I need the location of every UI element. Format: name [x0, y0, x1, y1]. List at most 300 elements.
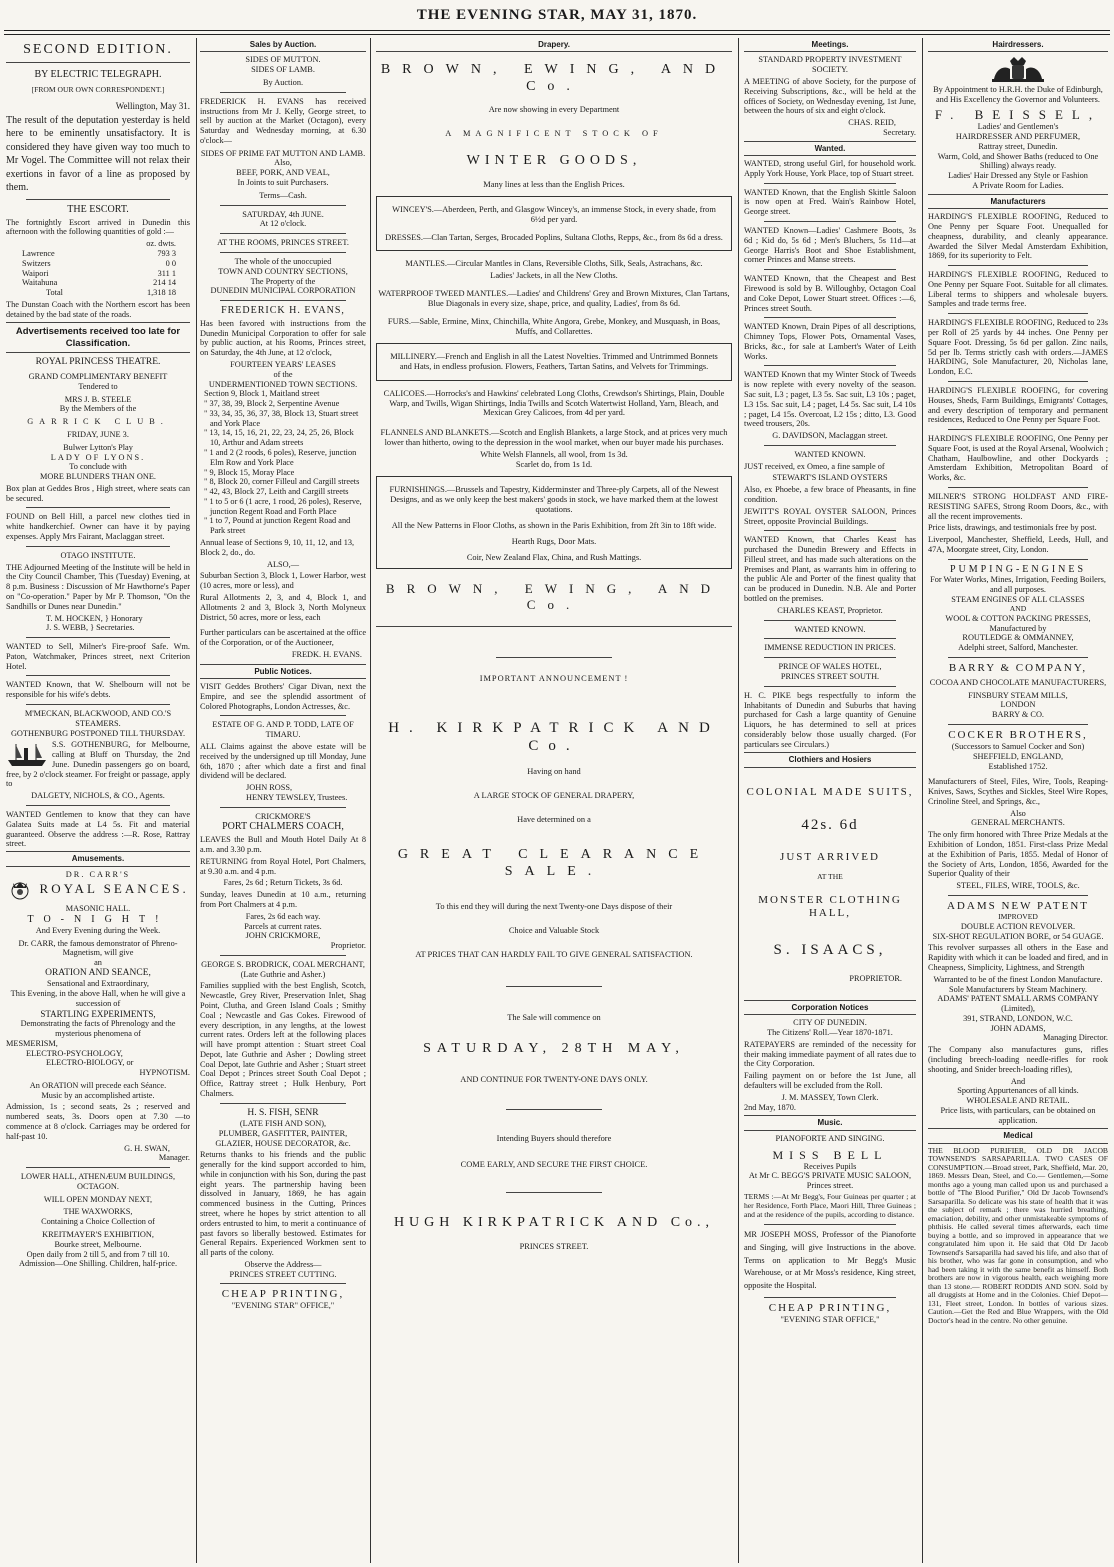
waxworks: THE WAXWORKS,: [63, 1207, 133, 1217]
millinery-box: [376, 343, 732, 381]
trustees-label: Trustees.: [317, 792, 348, 802]
divider: [948, 724, 1088, 725]
hairdressers-heading: Hairdressers.: [928, 38, 1108, 52]
reduction: IMMENSE REDUCTION IN PRICES.: [764, 643, 896, 653]
wanted-heading: Wanted.: [744, 141, 916, 156]
divider: [764, 686, 896, 687]
established: Established 1752.: [988, 761, 1048, 771]
music-note: Music by an accomplished artiste.: [41, 1090, 155, 1100]
determined: Have determined on a: [517, 815, 591, 825]
at-the: AT THE: [817, 872, 843, 882]
prime-mutton: SIDES OF PRIME FAT MUTTON AND LAMB.: [200, 148, 366, 158]
leaves: LEAVES the Bull and Mouth Hotel Daily At 8 a.m. and 3.30 p.m.: [200, 835, 366, 855]
bell: MISS BELL: [772, 1147, 888, 1162]
pike: H. C. PIKE begs respectfully to inform the Inhabitants of Dunedin and Suburbs that having purchased for Cash a large quantity of Genuine Liquors, he has determined to sell at prices considerably below those usually charged. (For particulars see Circulars.): [744, 690, 916, 749]
cocker-also: Also: [1010, 808, 1026, 818]
bulwer: Bulwer Lytton's Play: [63, 442, 133, 452]
continue: AND CONTINUE FOR TWENTY-ONE DAYS ONLY.: [460, 1075, 648, 1085]
escort-oz: 311: [157, 268, 170, 278]
cheap-printing: CHEAP PRINTING,: [221, 1288, 345, 1301]
star-office: "EVENING STAR" OFFICE,": [231, 1301, 335, 1311]
column-divider: [196, 38, 197, 1563]
beggs: At Mr C. BEGG'S PRIVATE MUSIC SALOON, Princes street.: [748, 1171, 912, 1191]
otago-title: OTAGO INSTITUTE.: [60, 550, 136, 560]
furnishings: FURNISHINGS.—Brussels and Tapestry, Kidderminster and Three-ply Carpets, all of the Newest Designs, and as we only keep the best makers' goods in stock, we have marked them at the lowest quotations.: [389, 485, 719, 514]
jewitt: JEWITT'S ROYAL OYSTER SALOON, Princes Street, opposite Provincial Buildings.: [744, 506, 916, 526]
reid: CHAS. REID,: [848, 118, 896, 128]
isaacs: S. ISAACS,: [773, 942, 887, 959]
come-early: COME EARLY, AND SECURE THE FIRST CHOICE.: [460, 1160, 648, 1170]
monster: MONSTER CLOTHING HALL,: [758, 894, 902, 920]
section-item: " 13, 14, 15, 16, 21, 22, 23, 24, 25, 26, Block 10, Arthur and Adam streets: [204, 428, 354, 448]
crickmore-heading: CRICKMORE'S: [255, 811, 311, 821]
annual-lease: Annual lease of Sections 9, 10, 11, 12, and 13, Block 2, do., do.: [200, 538, 355, 557]
divider: [948, 429, 1088, 430]
divider: [376, 626, 732, 627]
divider: [220, 807, 346, 808]
divider: [6, 322, 190, 323]
managing: Managing Director.: [1043, 1033, 1108, 1043]
suburban: Suburban Section 3, Block 1, Lower Harbor, west (10 acres, more or less), and: [200, 571, 366, 591]
this-evening: This Evening, in the above Hall, when he will give a succession of: [10, 989, 186, 1008]
choice-stock: Choice and Valuable Stock: [508, 926, 600, 936]
pc-coach: PORT CHALMERS COACH,: [222, 821, 344, 833]
sides-lamb: SIDES OF LAMB.: [251, 65, 315, 75]
divider: [506, 1109, 602, 1110]
divider: [764, 221, 896, 222]
pumping: PUMPING-ENGINES: [949, 563, 1087, 575]
carr: DR. CARR'S: [65, 869, 131, 879]
divider: [764, 317, 896, 318]
swan: G. H. SWAN,: [124, 1143, 170, 1153]
box-plan: Box plan at Geddes Bros , High street, where seats can be secured.: [6, 483, 190, 503]
benefit: GRAND COMPLIMENTARY BENEFIT: [28, 372, 168, 382]
cocker: COCKER BROTHERS,: [948, 728, 1088, 741]
cocker-prize: The only firm honored with Three Prize Medals at the Exhibition of London, 1851. First-class Prize Medal at the Exhibition of Paris, 1855. Medal of Honor of the Society of Arts, London, 1856, Awarded for the Superior Quality of their: [928, 830, 1108, 879]
city: CITY OF DUNEDIN.: [793, 1018, 867, 1028]
beef: BEEF, PORK, AND VEAL,: [236, 168, 330, 178]
escort-dwts: 3: [171, 249, 176, 259]
coir: Coir, New Zealand Flax, China, and Rush Mattings.: [466, 552, 642, 562]
ship-notice: [6, 740, 190, 789]
pumping-2: For Water Works, Mines, Irrigation, Feeding Boilers, and all purposes.: [930, 575, 1106, 595]
divider: [764, 1224, 896, 1225]
improved: IMPROVED: [998, 911, 1038, 921]
lower-hall: LOWER HALL, ATHENÆUM BUILDINGS, OCTAGON.: [20, 1172, 176, 1191]
clearance: GREAT CLEARANCE SALE.: [397, 847, 711, 879]
colonial-suits: COLONIAL MADE SUITS,: [746, 785, 914, 798]
section-item: " 37, 38, 39, Block 2, Serpentine Avenue: [204, 399, 340, 409]
fish-late: (LATE FISH AND SON),: [239, 1118, 327, 1128]
calicoes: CALICOES.—Horrocks's and Hawkins' celebrated Long Cloths, Crewdson's Shirtings, Plain, Double Warp, and Twills, Wigan Shirtings, India Twills and Scotch Watertwist Holland, Yarn, Bleach, and Mexican Grey Calicoes, from 4d per yard.: [383, 388, 725, 418]
escort-dwts: 14: [167, 278, 176, 288]
divider: [26, 507, 170, 508]
divider: [220, 955, 346, 956]
ratepayers: RATEPAYERS are reminded of the necessity for their making immediate payment of all rates due to the City Corporation.: [744, 1039, 916, 1069]
divider: [6, 62, 190, 63]
section-item: " 1 to 5 or 6 (1 acre, 1 rood, 26 poles), Reserve, junction Regent Road and Forth Place: [204, 496, 362, 516]
section-item: Section 9, Block 1, Maitland street: [204, 389, 320, 399]
escort-dwts: 1: [171, 268, 176, 278]
prices: AT PRICES THAT CAN HARDLY FAIL TO GIVE GENERAL SATISFACTION.: [415, 949, 693, 959]
failing: Failing payment on or before the 1st June, all defaulters will be excluded from the Roll.: [744, 1071, 916, 1090]
winter-goods: WINTER GOODS,: [466, 153, 642, 169]
precede: An ORATION will precede each Séance.: [29, 1080, 167, 1090]
divider: [26, 199, 170, 200]
harding-3: HARDING'S FLEXIBLE ROOFING, Reduced to 23s per Roll of 25 yards by 44 inches. One Penny per Square Foot. Dressing, 5s 6d per gallon. Zinc nails, 5d per lb. Terms strictly cash with orders.—JAMES HARDING, Sole Manufacturer, 20, Nicholas lane, London, E.C.: [928, 318, 1108, 377]
rattray: Rattray street, Dunedin.: [978, 141, 1058, 151]
escort-row: [22, 278, 176, 288]
harding-5: HARDING'S FLEXIBLE ROOFING, One Penny per Square Foot, is used at the Royal Arsenal, Woolwich ; Chatham, Haulbowline, and other Dockyards ; Amsterdam Exhibition, Metropolitan Board of Works, &c.: [928, 434, 1108, 483]
escort-place: Lawrence: [22, 249, 55, 259]
isaacs-title: PROPRIETOR.: [849, 974, 902, 984]
sheffield: SHEFFIELD, ENGLAND,: [972, 751, 1064, 761]
prince-of-wales: PRINCE OF WALES HOTEL,: [778, 662, 882, 672]
bell-terms: TERMS :—At Mr Begg's, Four Guineas per quarter ; at her Residence, Forth Place, Maori Hill, Three Guineas ; and at the residence of the pupils, according to distance.: [744, 1192, 916, 1219]
sunday: Sunday, leaves Dunedin at 10 a.m., returning from Port Chalmers at 4 p.m.: [200, 890, 366, 909]
every-evening: And Every Evening during the Week.: [35, 925, 161, 935]
divider: [506, 986, 602, 987]
royal-crest-icon: [7, 879, 33, 901]
suit-price: 42s. 6d: [801, 816, 859, 833]
by-members: By the Members of the: [59, 404, 137, 414]
divider: [220, 300, 346, 301]
oration: ORATION AND SEANCE,: [45, 968, 151, 979]
massey-date: 2nd May, 1870.: [744, 1102, 797, 1112]
milners: MILNER'S STRONG HOLDFAST AND FIRE-RESISTING SAFES, Strong Room Doors, &c., with all the recent improvements.: [928, 491, 1108, 521]
divider: [220, 715, 346, 716]
cocker-goods: STEEL, FILES, WIRE, TOOLS, &c.: [956, 881, 1080, 891]
flannels: FLANNELS AND BLANKETS.—Scotch and English Blankets, a large Stock, and at prices very much lower than hitherto, owing to the depression in the wool market, when our buyer made his purchases.: [380, 428, 728, 448]
and: AND: [1009, 603, 1027, 613]
divider: [220, 1283, 346, 1284]
an: an: [94, 958, 102, 968]
harding-2: HARDING'S FLEXIBLE ROOFING, Reduced to One Penny per Square Foot. Suitable for all climates. Liberal terms to shippers and wholesale buyers. Samples and trade terms free.: [928, 270, 1108, 309]
fish-body: Returns thanks to his friends and the public generally for the kind support accorded to him, while in conjunction with his Son, during the past eight years. The partnership having been dissolved in January, 1869, he has again commenced business in the Cutting, Princes street, where he hopes by strict attention to all orders entrusted to him, to merit a continuance of past favors so liberally bestowed. Estimates for General Repairs. Experienced Workmen sent to all parts of the colony.: [200, 1150, 366, 1258]
sale-date: SATURDAY, 28TH MAY,: [423, 1040, 685, 1056]
galatea-notice: WANTED Gentlemen to know that they can have Galatea Suits made at L4 5s. Fit and material guaranteed. Observe the address :—R. Rose, Rattray street.: [6, 810, 190, 849]
electro-biology: ELECTRO-BIOLOGY, or: [46, 1058, 134, 1068]
of-the: of the: [273, 369, 293, 379]
pianoforte: PIANOFORTE AND SINGING.: [775, 1133, 885, 1143]
divider: [764, 183, 896, 184]
corporation: DUNEDIN MUNICIPAL CORPORATION: [210, 286, 356, 296]
divider: [220, 205, 346, 206]
milner-notice: WANTED to Sell, Milner's Fire-proof Safe. Wm. Paton, Watchmaker, Princes street, next Criterion Hotel.: [6, 642, 190, 671]
barry: BARRY & COMPANY,: [948, 661, 1088, 674]
demonstrating: Demonstrating the facts of Phrenology and the mysterious phenomena of: [20, 1019, 176, 1038]
evans-notice-1: FREDERICK H. EVANS has received instructions from Mr J. Kelly, George street, to sell by auction at the Market (Octagon), every Saturday and Wednesday morning, at 6.30 o'clock—: [200, 96, 366, 145]
column-divider: [922, 38, 923, 1563]
divider: [764, 365, 896, 366]
royal-arms-icon: [986, 55, 1050, 85]
otago-sig-1: T. M. HOCKEN, } Honorary: [46, 613, 143, 623]
baths: Warm, Cold, and Shower Baths (reduced to One Shilling) always ready.: [937, 151, 1099, 171]
claims: ALL Claims against the above estate will be received by the undersigned up till Monday, June 6th, 1870 ; after which date a first and final dividend will be declared.: [200, 741, 366, 781]
winceys: WINCEY'S.—Aberdeen, Perth, and Glasgow Wincey's, an immense Stock, in every shade, from 6½d per yard.: [392, 204, 716, 224]
and-2: And: [1010, 1076, 1026, 1086]
kreitmayer: KREITMAYER'S EXHIBITION,: [42, 1230, 154, 1240]
just-arrived: JUST ARRIVED: [780, 850, 880, 863]
open-daily: Open daily from 2 till 5, and from 7 till 10.: [26, 1249, 170, 1259]
column-divider: [738, 38, 739, 1563]
correspondent-line: [FROM OUR OWN CORRESPONDENT.]: [31, 85, 165, 95]
escort-row: [22, 269, 176, 279]
escort-total: [6, 288, 190, 298]
divider: [948, 381, 1088, 382]
barry-signature: BARRY & CO.: [991, 710, 1045, 720]
news-story: The result of the deputation yesterday is held here to be eminently unsatisfactory. It is considered they have given way too much to Mr Vogel. The Committee will not relax their exertions in favor of a line as proposed by them.: [6, 114, 190, 194]
divider: [496, 657, 612, 658]
wanted-2: WANTED Known, that the English Skittle Saloon is now open at Fred. Wain's Rainbow Hotel, George street.: [744, 187, 916, 217]
notices-heading: Public Notices.: [200, 664, 366, 679]
manufacturers-heading: Manufacturers: [928, 194, 1108, 209]
masthead: THE EVENING STAR, MAY 31, 1870.: [416, 7, 698, 23]
mantles: MANTLES.—Circular Mantles in Clans, Reversible Cloths, Silk, Seals, Astrachans, &c.: [405, 259, 703, 269]
john-adams: JOHN ADAMS,: [990, 1023, 1046, 1033]
divider: [764, 269, 896, 270]
showing: Are now showing in every Department: [488, 105, 620, 115]
kirkpatrick: H. KIRKPATRICK AND Co.: [388, 720, 720, 754]
divider: [220, 1103, 346, 1104]
private-room: A Private Room for Ladies.: [972, 181, 1064, 191]
sections-list: [200, 389, 366, 536]
hairdresser: HAIRDRESSER AND PERFUMER,: [955, 132, 1081, 142]
theatre-name: ROYAL PRINCESS THEATRE.: [35, 356, 161, 367]
cocker-body: Manufacturers of Steel, Files, Wire, Tools, Reaping-Knives, Saws, Scythes and Sickles, Steel Wire Ropes, Crinoline Steel, and Springs, &c.,: [928, 777, 1108, 806]
wanted-5: WANTED Known, Drain Pipes of all descriptions, Chimney Tops, Flower Pots, Ornamental Vases, Bricks, &c., for sale at Lambert's Water of Leith Works.: [744, 322, 916, 361]
section-item: " 33, 34, 35, 36, 37, 38, Block 13, Stuart street and York Place: [204, 408, 359, 428]
escort-place: Switzers: [22, 258, 51, 268]
masonic: MASONIC HALL.: [65, 904, 131, 914]
ladies-hair: Ladies' Hair Dressed any Style or Fashion: [948, 171, 1088, 181]
escort-oz: 0: [165, 258, 170, 268]
steam: STEAM ENGINES OF ALL CLASSES: [951, 595, 1085, 605]
six-shot: SIX-SHOT REGULATION BORE, or 54 GUAGE.: [932, 931, 1104, 941]
important: IMPORTANT ANNOUNCEMENT !: [479, 674, 629, 684]
admission: Admission, 1s ; second seats, 2s ; reserved and numbered seats, 3s. Doors open at 7.30 —to commence at 8 o'clock. Carriages may be ordered for half-past 10.: [6, 1102, 190, 1141]
also: Also,: [274, 158, 292, 168]
column-1: [6, 38, 190, 1563]
tendered: Tendered to: [78, 381, 118, 391]
escort-place: Waitahuna: [22, 278, 58, 288]
millinery: MILLINERY.—French and English in all the Latest Novelties. Trimmed and Untrimmed Bonnets and Hats, in endless profusion. Flowers, Feathers, Tartan Satins, and Velvets for Trimmings.: [390, 351, 718, 371]
standard: STANDARD PROPERTY INVESTMENT SOCIETY.: [758, 55, 902, 75]
edition-title: SECOND EDITION.: [23, 42, 173, 57]
keast: WANTED Known, that Charles Keast has purchased the Dunedin Brewery and Effects in Filleul street, and has made such alterations on the Premises and Plant, as warrants him in offering to the public Ale and Porter of the finest quality that can be produced in Dunedin. N.B. Ale and Porter bottled on the premises.: [744, 535, 916, 604]
having: Having on hand: [527, 767, 581, 777]
divider: [948, 895, 1088, 896]
meetings-heading: Meetings.: [744, 38, 916, 52]
divider: [26, 675, 170, 676]
seances-label: ROYAL SEANCES.: [39, 881, 189, 897]
divider: [764, 530, 896, 531]
escort-table: [6, 249, 190, 288]
divider: [26, 637, 170, 638]
admission-2: Admission—One Shilling. Children, half-price.: [18, 1259, 178, 1269]
will-open: WILL OPEN MONDAY NEXT,: [43, 1194, 153, 1204]
commence: The Sale will commence on: [507, 1012, 601, 1022]
estate-title: ESTATE OF G. AND P. TODD, LATE OF TIMARU.: [212, 720, 354, 740]
cheap-printing-2: CHEAP PRINTING,: [768, 1302, 892, 1315]
adams-company: ADAMS' PATENT SMALL ARMS COMPANY: [937, 994, 1099, 1004]
ladies-jackets: Ladies' Jackets, in all the New Cloths.: [490, 271, 618, 281]
fish-title: H. S. FISH, SENR: [247, 1107, 319, 1118]
scarlet: Scarlet do, from 1s 1d.: [515, 460, 593, 470]
conclude: To conclude with: [69, 462, 127, 472]
parcels: Parcels at current rates.: [244, 921, 322, 931]
at-12: At 12 o'clock.: [259, 219, 307, 229]
waterproof: WATERPROOF TWEED MANTLES.—Ladies' and Childrens' Grey and Brown Mixtures, Clan Tartans, Blue Diagonals in every size, shape, price, and quality, Ladies', from 8s 6d.: [378, 289, 730, 309]
london: LONDON: [1000, 700, 1036, 710]
many-lines: Many lines at less than the English Prices.: [483, 179, 625, 189]
fares-2: Fares, 2s 6d each way.: [245, 911, 321, 921]
column-divider: [370, 38, 371, 1563]
divider: [220, 233, 346, 234]
revolver: DOUBLE ACTION REVOLVER.: [960, 921, 1076, 931]
divider: [506, 1192, 602, 1193]
escort-total-oz: 1,318: [146, 288, 166, 298]
cutting: PRINCES STREET CUTTING.: [229, 1269, 337, 1279]
sporting: Sporting Appurtenances of all kinds.: [957, 1086, 1079, 1096]
steele: MRS J. B. STEELE: [64, 394, 132, 404]
star-office-2: "EVENING STAR OFFICE,": [780, 1315, 880, 1325]
wanted-6: WANTED Known that my Winter Stock of Tweeds is now replete with every novelty of the season. Sac suit, L3 ; paget, L3 5s. Sac suit, L3 10s ; paget, L3 15s. Sac suit, L4 ; paget, L4 5s. Sac suit, L4 10s ; paget, L4 15s. Overcoat, L2 15s ; ditto, L3. Good tweed trousers, 20s.: [744, 370, 916, 429]
milners-2: Price lists, drawings, and testimonials free by post.: [928, 523, 1097, 533]
general-merchants: GENERAL MERCHANTS.: [971, 818, 1065, 828]
massey: J. M. MASSEY, Town Clerk.: [781, 1092, 879, 1102]
divider: [948, 657, 1088, 658]
routledge: ROUTLEDGE & OMMANNEY,: [962, 633, 1074, 643]
meeting: A MEETING of above Society, for the purpose of Receiving Subscriptions, &c., will be held at the offices of Society, on Wednesday evening, 1st June, between the hours of six and eight o'clock.: [744, 77, 916, 116]
ss-notice: S.S. GOTHENBURG, for Melbourne, calling at Bluff on Thursday, the 2nd June. Dunedin passengers go on board, free, by 2 o'clock steamer. For freight or passage, apply to: [6, 740, 190, 789]
white-welsh: White Welsh Flannels, all wool, from 1s 3d.: [480, 450, 628, 460]
lyons: LADY OF LYONS.: [50, 452, 146, 462]
divider: [764, 638, 896, 639]
escort-intro: The fortnightly Escort arrived in Dunedin this afternoon with the following quantities of gold :—: [6, 217, 190, 237]
evans-signature: FREDK. H. EVANS.: [291, 649, 362, 659]
rural: Rural Allotments 2, 3, and 4, Block 1, and Allotments 2 and 3, Block 3, North Molyneux District, 50 acres, more or less, each: [200, 592, 366, 622]
whole: The whole of the unoccupied: [234, 256, 332, 266]
wholesale: WHOLESALE AND RETAIL.: [966, 1096, 1070, 1106]
terms: Terms—Cash.: [259, 190, 307, 200]
warranted: Warranted to be of the finest London Manufacture.: [933, 974, 1103, 984]
section-item: " 42, 43, Block 27, Leith and Cargill streets: [204, 487, 349, 497]
clothiers-heading: Clothiers and Hosiers: [744, 752, 916, 767]
evans-heading: FREDERICK H. EVANS,: [221, 305, 345, 317]
amusements-heading: Amusements.: [6, 851, 190, 866]
crickmore-signature: JOHN CRICKMORE,: [245, 931, 321, 941]
undermentioned: UNDERMENTIONED TOWN SECTIONS.: [208, 379, 358, 389]
late-ads-title: Advertisements received too late for Classification.: [15, 326, 181, 349]
friday: FRIDAY, JUNE 3.: [67, 430, 129, 439]
also-guns: The Company also manufactures guns, rifles (including breech-loading needle-rifles for rook shooting, and Snider breech-loading rifles),: [928, 1045, 1108, 1074]
escort-row: [22, 249, 176, 259]
wanted-known: WANTED KNOWN.: [794, 449, 866, 459]
brodrick-title: GEORGE S. BRODRICK, COAL MERCHANT,: [201, 959, 365, 969]
masthead-rule-2: [4, 34, 1110, 35]
column-3: [376, 38, 732, 1563]
moss: MR JOSEPH MOSS, Professor of the Pianoforte and Singing, will give Instructions in the above. Terms on application to Mr Begg's Music Warehouse, or at Mr Moss's residence, King street, opposite the Hospital.: [744, 1229, 916, 1291]
seances-title: [6, 879, 190, 901]
divider: [26, 1167, 170, 1168]
startling: STARTLING EXPERIMENTS,: [40, 1008, 156, 1019]
large-stock: A LARGE STOCK OF GENERAL DRAPERY,: [473, 791, 635, 801]
fares: Fares, 2s 6d ; Return Tickets, 3s 6d.: [223, 878, 343, 888]
drapery-heading: Drapery.: [376, 38, 732, 52]
divider: [26, 546, 170, 547]
escort-title: THE ESCORT.: [67, 203, 129, 215]
reid-title: Secretary.: [883, 127, 916, 137]
wanted-1: WANTED, strong useful Girl, for household work. Apply York House, York Place, top of Stuart street.: [744, 159, 916, 178]
cocoa: COCOA AND CHOCOLATE MANUFACTURERS,: [929, 677, 1107, 687]
floorcloths: All the New Patterns in Floor Cloths, as shown in the Paris Exhibition, from 2ft 3in to 18ft wide.: [391, 520, 717, 530]
containing: Containing a Choice Collection of: [41, 1217, 155, 1227]
just-received: JUST received, ex Omeo, a fine sample of: [744, 461, 885, 471]
escort-place: Waipori: [22, 268, 49, 278]
found-notice: FOUND on Bell Hill, a parcel new clothes tied in white handkerchief. Owner can have it by paying expenses. Apply Mrs Fairant, Maclaggan street.: [6, 512, 190, 542]
divider: [220, 92, 346, 93]
adams: ADAMS NEW PATENT: [946, 899, 1089, 912]
davidson: G. DAVIDSON, Maclaggan street.: [772, 431, 888, 441]
property: The Property of the: [250, 276, 316, 286]
firm-name: BROWN, EWING, AND Co.: [380, 62, 728, 94]
appointment: By Appointment to H.R.H. the Duke of Edinburgh, and His Excellency the Governor and Volunteers.: [933, 85, 1103, 105]
plumber: PLUMBER, GASFITTER, PAINTER, GLAZIER, HOUSE DECORATOR, &c.: [215, 1128, 351, 1148]
divider: [26, 805, 170, 806]
bourke: Bourke street, Melbourne.: [54, 1239, 142, 1249]
rooms: AT THE ROOMS, PRINCES STREET.: [217, 238, 349, 248]
escort-total-dwts: 18: [167, 288, 176, 298]
manufactured: Manufactured by: [989, 623, 1047, 633]
princes: PRINCES STREET.: [519, 1241, 589, 1251]
limited: (Limited),: [1001, 1004, 1035, 1014]
roll: The Citizens' Roll.—Year 1870-1871.: [767, 1028, 893, 1038]
escort-units: oz. dwts.: [146, 239, 176, 249]
ladies-gents: Ladies' and Gentlemen's: [977, 122, 1059, 132]
divider: [764, 445, 896, 446]
trustee-ross: JOHN ROSS,: [246, 783, 293, 793]
divider: [764, 1297, 896, 1298]
divider: [948, 265, 1088, 266]
column-5: [928, 38, 1108, 1563]
evans-favoured: Has been favored with instructions from the Dunedin Municipal Corporation to offer for sale by public auction, at his Rooms, Princes street, on Saturday, the 4th June, at 12 o'clock,: [200, 318, 366, 358]
stewarts: STEWART'S ISLAND OYSTERS: [772, 473, 888, 483]
finsbury: FINSBURY STEAM MILLS,: [968, 690, 1068, 700]
saturday: SATURDAY, 4th JUNE.: [242, 209, 324, 219]
escort-note: The Dunstan Coach with the Northern escort has been detained by the bad state of the roads.: [6, 299, 190, 319]
steamship-icon: [6, 740, 48, 768]
cocker-successors: (Successors to Samuel Cocker and Son): [951, 741, 1085, 751]
mesmerism: MESMERISM,: [6, 1038, 58, 1048]
harding-1: HARDING'S FLEXIBLE ROOFING, Reduced to One Penny per Square Foot. Unequalled for cheapness, durability, and cleanly appearance. Awarded the Silver Medal Amsterdam Exhibition, 1869, for its superiority to Felt.: [928, 212, 1108, 261]
further: Further particulars can be ascertained at the office of the Corporation, or of the Auctioneer,: [200, 628, 366, 648]
otago-notice: THE Adjourned Meeting of the Institute will be held in the City Council Chamber, This (Tuesday) Evening, at 8 p.m. Business : Discussion of Mr Hawthorne's Paper on "Co-operation." Paper by Mr P. Thomson, "On the Sandhills or Dunes near Dunedin.": [6, 562, 190, 611]
shelbourn-notice: WANTED Known, that W. Shelbourn will not be responsible for his wife's debts.: [6, 680, 190, 700]
auction-heading: Sales by Auction.: [200, 38, 366, 52]
escort-dwts: 0: [171, 258, 176, 268]
divider: [948, 487, 1088, 488]
swan-title: Manager.: [158, 1153, 190, 1163]
observe: Observe the Address—: [244, 1259, 322, 1269]
beissel: F. BEISSEL,: [934, 107, 1102, 122]
trustee-tewsley: [200, 793, 366, 803]
presses: WOOL & COTTON PACKING PRESSES,: [945, 613, 1091, 623]
winceys-box: [376, 196, 732, 252]
hearth: Hearth Rugs, Door Mats.: [511, 536, 597, 546]
divider: [26, 704, 170, 705]
brodrick-late: (Late Guthrie and Asher.): [240, 969, 326, 979]
